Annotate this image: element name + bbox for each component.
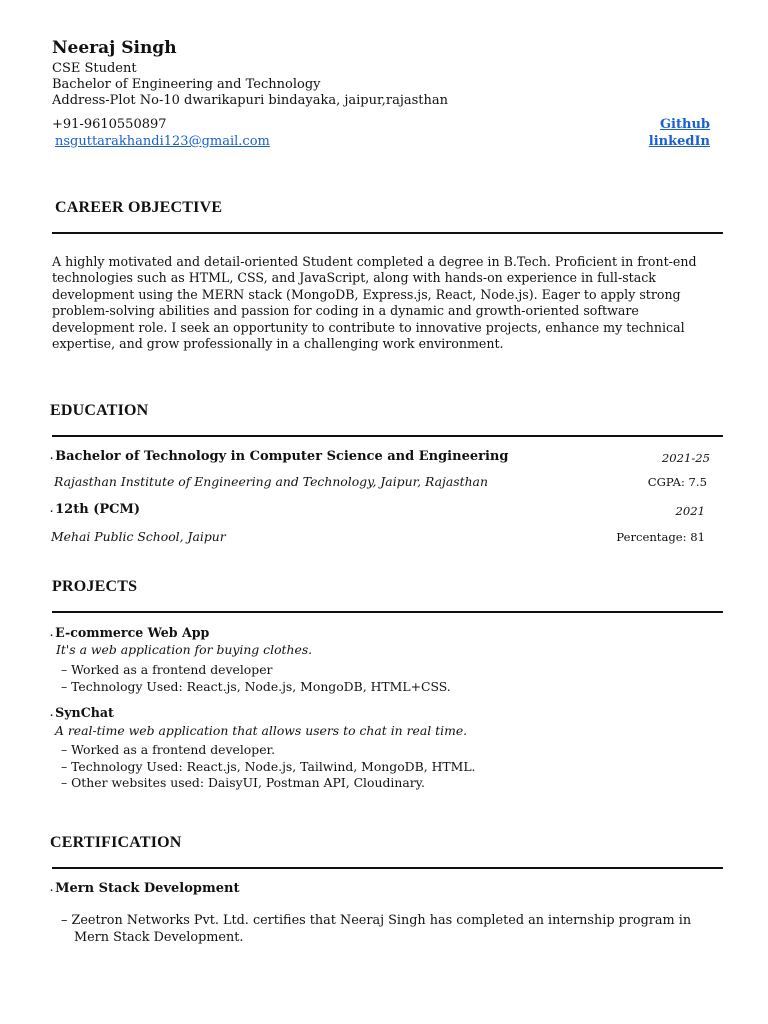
project-bullet: – Worked as a frontend developer. — [61, 742, 276, 757]
bullet-dot: . — [50, 629, 54, 639]
education-years: 2021-25 — [661, 451, 710, 465]
project-bullet: – Technology Used: React.js, Node.js, MongoDB, HTML+CSS. — [61, 679, 451, 694]
objective-line: development role. I seek an opportunity to contribute to innovative projects, enhance my technical — [52, 319, 685, 335]
project-name: . E-commerce Web App — [50, 625, 210, 640]
section-divider — [52, 611, 723, 613]
education-score: Percentage: 81 — [616, 530, 705, 544]
objective-line: problem-solving abilities and passion for coding in a dynamic and growth-oriented software — [52, 303, 639, 319]
project-bullet: – Technology Used: React.js, Node.js, Tailwind, MongoDB, HTML. — [61, 759, 476, 774]
education-score: CGPA: 7.5 — [647, 475, 707, 489]
certification-detail: – Zeetron Networks Pvt. Ltd. certifies that Neeraj Singh has completed an internship program in — [61, 913, 692, 928]
education-heading: EDUCATION — [50, 402, 149, 419]
career-objective-heading: CAREER OBJECTIVE — [55, 199, 223, 216]
certification-heading: CERTIFICATION — [50, 834, 182, 851]
certification-detail-cont: Mern Stack Development. — [74, 930, 244, 945]
education-degree: . 12th (PCM) — [50, 502, 141, 517]
certification-name: . Mern Stack Development — [50, 881, 240, 896]
candidate-degree: Bachelor of Engineering and Technology — [52, 77, 321, 92]
objective-line: technologies such as HTML, CSS, and JavaScript, along with hands-on experience in full-stack — [52, 270, 656, 286]
projects-heading: PROJECTS — [52, 578, 138, 595]
education-institution: Mehai Public School, Jaipur — [51, 529, 226, 544]
section-divider — [52, 232, 723, 234]
education-degree: . Bachelor of Technology in Computer Science and Engineering — [50, 449, 509, 464]
objective-line: A highly motivated and detail-oriented Student completed a degree in B.Tech. Proficient in front-end — [52, 254, 697, 269]
section-divider — [52, 867, 723, 869]
github-link[interactable]: Github — [659, 117, 710, 132]
candidate-name: Neeraj Singh — [52, 38, 177, 58]
project-bullet: – Other websites used: DaisyUI, Postman API, Cloudinary. — [61, 775, 425, 790]
objective-line: development using the MERN stack (MongoDB, Express.js, React, Node.js). Eager to apply strong — [52, 286, 681, 302]
project-description: A real-time web application that allows users to chat in real time. — [55, 723, 468, 738]
project-name: . SynChat — [50, 705, 114, 720]
linkedin-link[interactable]: linkedIn — [648, 134, 710, 149]
email-link[interactable]: nsguttarakhandi123@gmail.com — [55, 134, 270, 149]
career-objective-text — [52, 254, 732, 352]
education-years: 2021 — [675, 504, 705, 518]
education-institution: Rajasthan Institute of Engineering and Technology, Jaipur, Rajasthan — [54, 474, 488, 489]
project-bullet: – Worked as a frontend developer — [61, 662, 273, 677]
objective-line: expertise, and grow professionally in a challenging work environment. — [52, 336, 504, 352]
candidate-address: Address-Plot No-10 dwarikapuri bindayaka, jaipur,rajasthan — [52, 93, 449, 108]
bullet-dot: . — [50, 452, 54, 462]
candidate-phone: +91-9610550897 — [52, 117, 167, 132]
project-description: It's a web application for buying clothes. — [56, 642, 313, 657]
section-divider — [52, 435, 723, 437]
bullet-dot: . — [50, 505, 54, 515]
candidate-role: CSE Student — [52, 61, 137, 76]
bullet-dot: . — [50, 884, 54, 894]
bullet-dot: . — [50, 709, 54, 719]
